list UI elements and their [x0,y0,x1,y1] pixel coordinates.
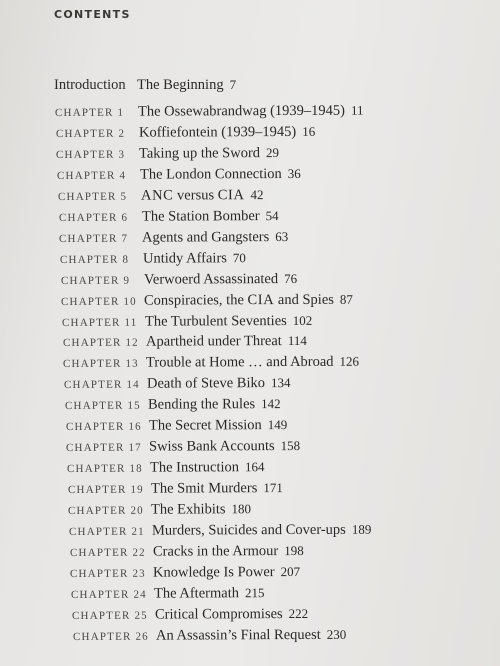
chapter-page-number: 63 [275,228,289,244]
chapter-title: The Aftermath [154,585,240,602]
toc-entry-chapter [65,417,286,435]
chapter-label: CHAPTER 13 [63,358,140,371]
chapter-label: CHAPTER 22 [69,546,146,559]
chapter-page-number: 134 [271,375,291,391]
chapter-page-number: 36 [287,165,301,181]
chapter-label: CHAPTER 12 [62,337,139,350]
chapter-page-number: 114 [287,333,307,349]
toc-entry-chapter [62,312,312,330]
chapter-page-number: 142 [260,396,281,412]
chapter-title: Koffiefontein (1939–1945) [138,123,296,141]
chapter-page-number: 222 [288,605,308,621]
chapter-label: CHAPTER 15 [64,399,141,413]
chapter-title-part: versus [173,187,218,204]
toc-entry-chapter [70,543,304,561]
chapter-page-number: 76 [283,270,297,286]
toc-entry-chapter [59,229,288,247]
chapter-title: The Smit Murders [150,480,257,497]
toc-entry-chapter [66,438,300,456]
chapter-title: The Secret Mission [148,417,262,434]
chapter-page-number: 215 [245,584,265,601]
toc-entry-chapter [63,333,307,351]
toc-entry-chapter [56,124,315,142]
toc-entry-chapter [69,522,371,540]
toc-entry-chapter [68,501,251,519]
chapter-label: CHAPTER 1 [54,106,125,119]
chapter-label: CHAPTER 9 [60,274,130,287]
chapter-label: CHAPTER 26 [72,630,149,643]
chapter-label: CHAPTER 10 [61,295,138,308]
chapter-title: The London Connection [140,165,282,183]
chapter-title: Cracks in the Armour [152,543,278,560]
chapter-title: The Turbulent Seventies [144,312,287,330]
chapter-label: CHAPTER 20 [68,504,145,518]
toc-entry-label: Introduction [54,77,126,93]
toc-entry-chapter [61,291,353,309]
chapter-title: Death of Steve Biko [147,375,266,392]
chapter-label: CHAPTER 11 [61,316,138,329]
chapter-page-number: 189 [351,521,372,537]
chapter-label: CHAPTER 21 [68,525,145,538]
toc-entry-chapter [58,187,264,205]
chapter-page-number: 149 [267,417,287,433]
chapter-title: Agents and Gangsters [142,228,270,246]
chapter-label: CHAPTER 23 [70,567,147,580]
chapter-page-number: 198 [283,542,304,559]
chapter-page-number: 42 [250,186,264,202]
chapter-title: Taking up the Sword [139,145,261,162]
chapter-title: The Ossewabrandwag (1939–1945) [137,102,346,120]
chapter-label: CHAPTER 6 [58,211,128,224]
chapter-title: Bending the Rules [147,396,255,413]
chapter-title-part: CIA [247,291,275,308]
chapter-page-number: 158 [280,438,301,454]
chapter-title: Trouble at Home … and Abroad [146,354,334,372]
chapter-label: CHAPTER 3 [56,148,126,161]
chapter-page-number: 164 [244,459,265,475]
chapter-label: CHAPTER 8 [59,253,130,266]
chapter-title: The Station Bomber [141,207,260,225]
chapter-label: CHAPTER 24 [71,588,147,601]
chapter-label: CHAPTER 18 [66,462,143,476]
chapter-page-number: 70 [232,249,246,265]
chapter-label: CHAPTER 2 [55,127,125,140]
chapter-page-number: 230 [326,626,346,642]
toc-entry-chapter [63,354,359,372]
chapter-title: An Assassin’s Final Request [155,626,321,644]
toc-entry-chapter [56,145,279,163]
toc-entry-chapter [72,627,345,645]
toc-entry-chapter [70,564,300,582]
toc-entry-chapter [64,375,291,393]
chapter-title: Untidy Affairs [142,249,227,267]
toc-entry-title: The Beginning [137,77,224,93]
chapter-title: Critical Compromises [154,605,283,623]
chapter-title [141,187,245,204]
chapter-title: Swiss Bank Accounts [149,438,275,455]
toc-entry-chapter [67,459,265,477]
chapter-label: CHAPTER 19 [67,483,144,497]
chapter-page-number: 180 [231,501,252,517]
toc-entry-chapter [61,271,297,289]
chapter-title-part: Conspiracies, the [144,291,248,309]
chapter-label: CHAPTER 25 [71,609,148,622]
toc-entry-introduction [54,77,236,94]
toc-entry-chapter [71,585,265,603]
chapter-title: Murders, Suicides and Cover-ups [151,521,346,539]
toc-entry-chapter [65,396,281,414]
chapter-page-number: 126 [339,354,360,370]
chapter-label: CHAPTER 14 [64,379,140,392]
toc-entry-chapter [57,166,301,184]
toc-entry-page: 7 [229,77,237,92]
chapter-page-number: 171 [262,480,283,496]
chapter-page-number: 29 [266,144,280,160]
chapter-title-part: and Spies [274,291,335,308]
toc-entry-chapter [58,208,278,226]
chapter-title: The Exhibits [151,501,226,518]
chapter-title [144,291,334,309]
chapter-title-part: CIA [217,186,245,204]
chapter-page-number: 87 [340,291,354,307]
chapter-title: Verwoerd Assassinated [143,270,278,288]
chapter-label: CHAPTER 17 [66,441,143,455]
chapter-label: CHAPTER 5 [57,190,127,203]
toc-entry-chapter [68,480,283,498]
chapter-title-part: ANC [140,187,174,204]
chapter-page-number: 102 [292,312,313,328]
toc-entry-chapter [55,103,364,121]
chapter-title: Apartheid under Threat [145,333,282,351]
chapter-title: Knowledge Is Power [153,563,276,581]
chapter-page-number: 11 [350,102,364,118]
chapter-label: CHAPTER 16 [65,420,142,434]
chapter-label: CHAPTER 7 [59,232,129,245]
chapter-label: CHAPTER 4 [57,169,127,182]
contents-heading: CONTENTS [54,8,131,21]
chapter-page-number: 207 [280,563,301,579]
chapter-page-number: 16 [301,123,315,139]
toc-entry-chapter [60,250,246,268]
chapter-page-number: 54 [265,207,279,223]
chapter-title: The Instruction [149,459,239,476]
toc-entry-chapter [72,606,308,624]
